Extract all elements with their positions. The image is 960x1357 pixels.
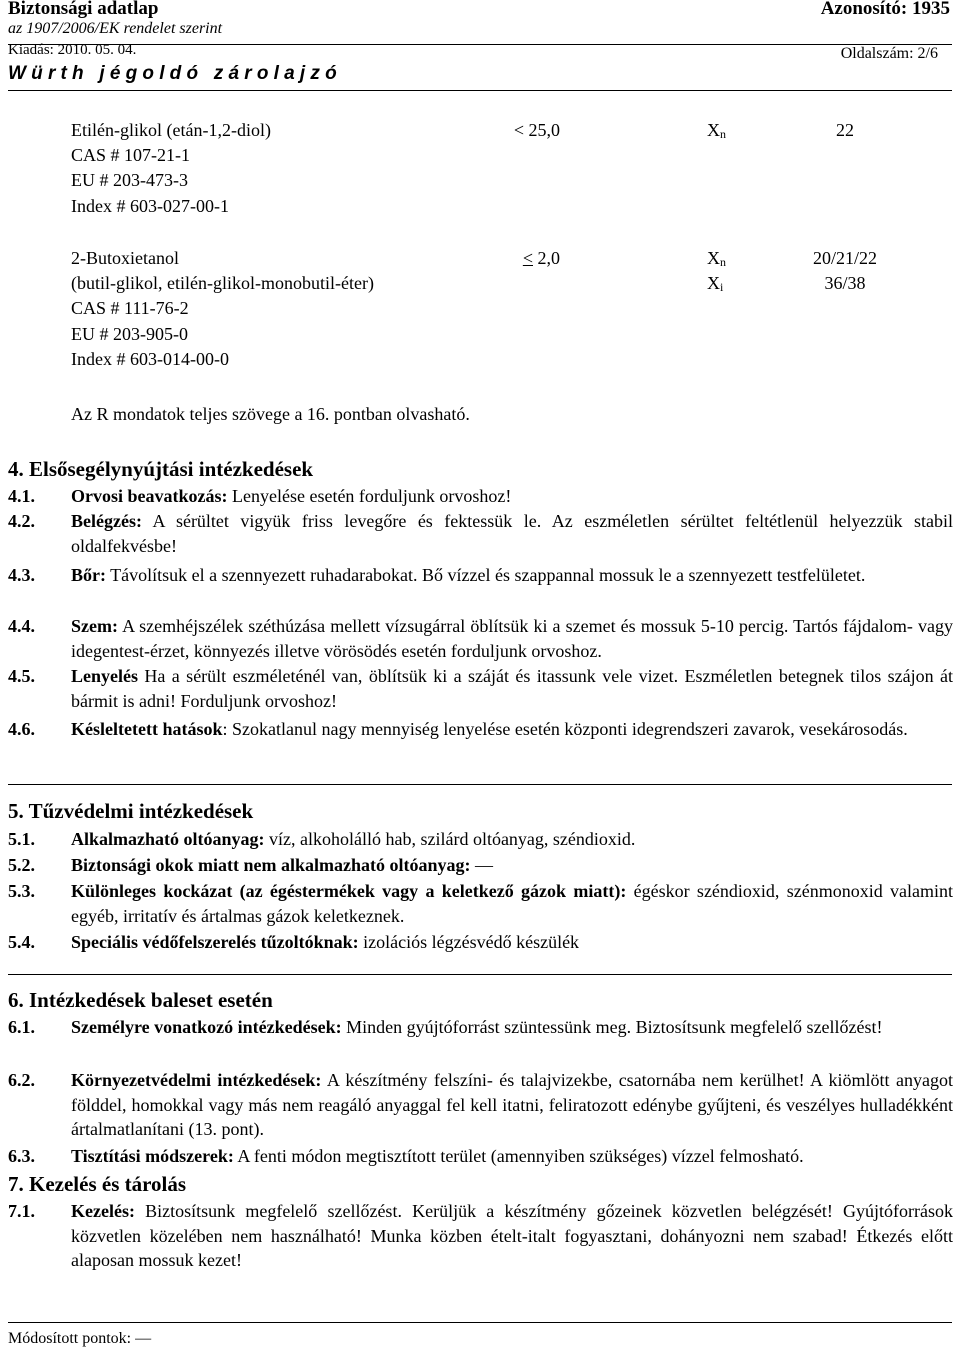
item-5-4 (8, 930, 953, 955)
item-text: A fenti módon megtisztított terület (amennyiben szükséges) vízzel felmosható. (233, 1146, 804, 1166)
item-4-5 (8, 664, 953, 713)
component-concentration (495, 246, 560, 270)
item-4-4 (8, 614, 953, 663)
item-text: Lenyelése esetén forduljunk orvoshoz! (227, 486, 512, 506)
item-label: Orvosi beavatkozás: (71, 486, 228, 506)
item-number: 5.3. (8, 881, 35, 901)
item-number: 5.4. (8, 932, 35, 952)
item-4-6 (8, 717, 953, 742)
hazard-symbol-main: X (707, 248, 720, 268)
item-text: Távolítsuk el a szennyezett ruhadarabokat. Bő vízzel és szappannal mossuk le a szennyezett testfelületet. (106, 565, 866, 585)
header-bottom-divider (8, 90, 952, 91)
component-index: Index # 603-027-00-1 (71, 196, 229, 216)
regulation-reference: az 1907/2006/EK rendelet szerint (8, 20, 223, 37)
item-6-2 (8, 1068, 953, 1142)
item-number: 5.1. (8, 829, 35, 849)
component-index: Index # 603-014-00-0 (71, 349, 229, 369)
section-divider (8, 974, 952, 975)
r-phrases: 36/38 (824, 273, 866, 293)
component-eu: EU # 203-473-3 (71, 170, 188, 190)
item-6-1 (8, 1015, 953, 1040)
issue-date: Kiadás: 2010. 05. 04. (8, 42, 137, 58)
component-cas: CAS # 111-76-2 (71, 298, 189, 318)
item-4-2 (8, 509, 953, 558)
less-equal-sign: < (522, 248, 533, 268)
hazard-symbol (707, 246, 726, 274)
item-label: Bőr: (71, 565, 106, 585)
item-number: 7.1. (8, 1201, 35, 1221)
item-5-3 (8, 879, 953, 928)
component-name: 2-Butoxietanol (71, 248, 179, 268)
item-label: Biztonsági okok miatt nem alkalmazható oltóanyag: (71, 855, 471, 875)
item-4-1 (8, 484, 953, 509)
item-text: víz, alkoholálló hab, szilárd oltóanyag, széndioxid. (264, 829, 636, 849)
item-label: Lenyelés (71, 666, 138, 686)
component-name: Etilén-glikol (etán-1,2-diol) (71, 120, 271, 140)
item-label: Késleltetett hatások (71, 719, 223, 739)
component-synonym: (butil-glikol, etilén-glikol-monobutil-éter) (71, 273, 374, 293)
hazard-symbol (707, 118, 726, 146)
item-text: A szemhéjszélek széthúzása mellett vízsugárral öblítsük ki a szemet és mossuk 5-10 percig. Tartós fájdalom- vagy idegentest-érzet, könnyezés illetve vörösödés esetén forduljunk orvoshoz. (71, 616, 953, 661)
item-number: 5.2. (8, 855, 35, 875)
item-text: — (470, 855, 494, 875)
item-5-2 (8, 853, 953, 878)
section-5-title: 5. Tűzvédelmi intézkedések (8, 799, 254, 823)
section-divider (8, 784, 952, 785)
concentration-value: 2,0 (537, 248, 560, 268)
hazard-symbol-main: X (707, 273, 720, 293)
item-5-1 (8, 827, 953, 852)
section-4-title: 4. Elsősegélynyújtási intézkedések (8, 457, 314, 481)
item-label: Környezetvédelmi intézkedések: (71, 1070, 322, 1090)
r-phrases-note: Az R mondatok teljes szövege a 16. pontban olvasható. (71, 404, 470, 424)
footer-divider (8, 1322, 952, 1323)
item-label: Tisztítási módszerek: (71, 1146, 234, 1166)
item-text: A sérültet vigyük friss levegőre és fektessük le. Az eszméletlen sérültet feltétlenül helyezzük stabil oldalfekvésbe! (71, 511, 953, 556)
header-divider (8, 44, 952, 45)
r-phrases: 20/21/22 (812, 248, 877, 268)
document-identifier: Azonosító: 1935 (820, 0, 950, 19)
item-number: 4.4. (8, 616, 35, 636)
item-label: Speciális védőfelszerelés tűzoltóknak: (71, 932, 359, 952)
item-number: 4.2. (8, 511, 35, 531)
hazard-symbol-main: X (707, 120, 720, 140)
item-text: égéskor széndioxid, szénmonoxid valamint egyéb, irritatív és ártalmas gázok keletkeznek. (71, 881, 953, 926)
page-number: Oldalszám: 2/6 (840, 45, 938, 62)
hazard-symbol-sub: n (720, 127, 726, 141)
hazard-symbol (707, 271, 723, 299)
r-phrases: 22 (836, 120, 854, 140)
item-number: 6.2. (8, 1070, 35, 1090)
item-text: : Szokatlanul nagy mennyiség lenyelése esetén központi idegrendszeri zavarok, vesekárosodás. (222, 719, 908, 739)
item-number: 4.1. (8, 486, 35, 506)
item-label: Különleges kockázat (az égéstermékek vagy a keletkező gázok miatt): (71, 881, 627, 901)
modified-points: Módosított pontok: — (8, 1330, 152, 1347)
item-number: 4.5. (8, 666, 35, 686)
hazard-symbol-sub: n (720, 255, 726, 269)
item-number: 4.6. (8, 719, 35, 739)
item-label: Szem: (71, 616, 118, 636)
section-7-title: 7. Kezelés és tárolás (8, 1172, 187, 1196)
item-text: Minden gyújtóforrást szüntessünk meg. Biztosítsunk megfelelő szellőzést! (341, 1017, 883, 1037)
item-label: Kezelés: (71, 1201, 135, 1221)
component-cas: CAS # 107-21-1 (71, 145, 191, 165)
item-label: Alkalmazható oltóanyag: (71, 829, 265, 849)
product-name: Würth jégoldó zárolajzó (8, 63, 342, 84)
item-text: A készítmény felszíni- és talajvizekbe, csatornába nem kerülhet! A kiömlött anyagot földdel, homokkal vagy más nem reagáló anyaggal fel kell itatni, feliratozott edénybe gyűjteni, és veszélyes hulladékként ártalmatlanítani (13. pont). (71, 1070, 953, 1139)
item-6-3 (8, 1144, 953, 1169)
item-number: 4.3. (8, 565, 35, 585)
component-concentration: < 25,0 (513, 120, 560, 140)
section-6-title: 6. Intézkedések baleset esetén (8, 988, 273, 1012)
document-title: Biztonsági adatlap (8, 0, 159, 19)
item-7-1 (8, 1199, 953, 1273)
item-text: izolációs légzésvédő készülék (358, 932, 580, 952)
component-eu: EU # 203-905-0 (71, 324, 188, 344)
item-number: 6.3. (8, 1146, 35, 1166)
item-number: 6.1. (8, 1017, 35, 1037)
item-text: Ha a sérült eszméleténél van, öblítsük ki a száját és itassunk vele vizet. Eszméletlen betegnek tilos szájon át bármit is adni! Forduljunk orvoshoz! (71, 666, 953, 711)
hazard-symbol-sub: i (720, 280, 724, 294)
item-label: Személyre vonatkozó intézkedések: (71, 1017, 342, 1037)
item-4-3 (8, 563, 953, 588)
item-label: Belégzés: (71, 511, 142, 531)
item-text: Biztosítsunk megfelelő szellőzést. Kerüljük a készítmény gőzeinek közvetlen belégzését! Gyújtóforrások közvetlen közelében nem használható! Munka közben ételt-italt fogyasztani, dohányozni nem szabad! Étkezés előtt alaposan mossuk kezet! (71, 1201, 953, 1270)
